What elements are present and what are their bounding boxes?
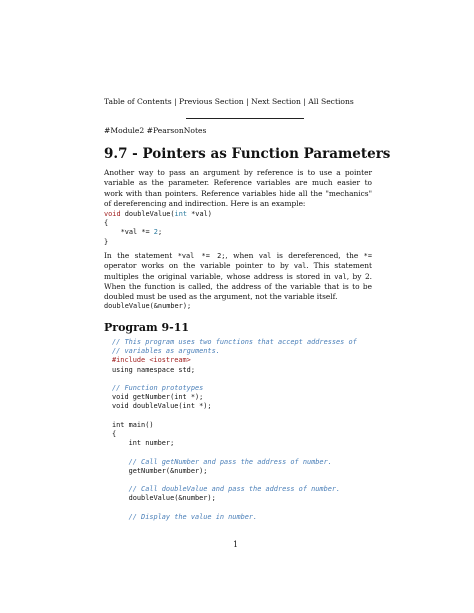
code-line: doubleValue(&number); bbox=[112, 494, 216, 503]
nav-separator: | bbox=[243, 97, 252, 106]
horizontal-divider bbox=[186, 118, 304, 119]
text-run: . This statement multiples the original variable, whose address is stored in bbox=[104, 261, 372, 281]
call-example-line: doubleValue(&number); bbox=[104, 302, 192, 310]
program-heading: Program 9-11 bbox=[104, 321, 190, 334]
code-line: using namespace std; bbox=[112, 365, 195, 374]
nav-separator: | bbox=[300, 97, 309, 106]
explanation-paragraph bbox=[104, 251, 372, 302]
code-number: 2 bbox=[153, 228, 158, 237]
code-comment: // Call getNumber and pass the address of number. bbox=[112, 457, 332, 466]
code-keyword: void bbox=[104, 210, 121, 218]
text-run: In the statement bbox=[104, 251, 178, 260]
inline-code: val bbox=[258, 252, 272, 260]
text-run: , when bbox=[225, 251, 259, 260]
inline-code: *val *= 2; bbox=[177, 252, 226, 260]
code-example-double-value bbox=[104, 210, 212, 247]
tag-line: #Module2 #PearsonNotes bbox=[104, 126, 207, 135]
nav-separator: | bbox=[171, 97, 180, 106]
section-navigation bbox=[104, 97, 354, 106]
next-section-link[interactable]: Next Section bbox=[251, 97, 301, 106]
inline-code: val bbox=[334, 272, 347, 281]
code-comment: // variables as arguments. bbox=[112, 347, 220, 356]
code-line: int number; bbox=[112, 439, 175, 448]
code-line: void doubleValue(int *); bbox=[112, 402, 212, 411]
toc-link[interactable]: Table of Contents bbox=[104, 97, 172, 106]
code-text: *val) bbox=[187, 210, 212, 218]
text-run: , by 2. When the function is called, the address of the variable that is to be doubled must be used as the argument, not the variable itself. bbox=[104, 271, 372, 302]
code-preprocessor: #include <iostream> bbox=[112, 356, 191, 365]
code-brace: { bbox=[112, 430, 117, 439]
code-text: *val *= bbox=[104, 228, 154, 237]
code-comment: // Display the value in number. bbox=[112, 512, 258, 521]
code-type: int bbox=[174, 210, 187, 218]
code-line: getNumber(&number); bbox=[112, 466, 208, 475]
code-line: void getNumber(int *); bbox=[112, 393, 204, 402]
intro-paragraph: Another way to pass an argument by reference is to use a pointer variable as the parameter. Reference variables are much easier to work with than pointers. Reference variables hide all the "mechanics" of dereferencing and indirection. Here is an example: bbox=[104, 168, 372, 208]
inline-code: val bbox=[293, 262, 307, 271]
inline-code: *= bbox=[363, 252, 372, 260]
code-brace: { bbox=[104, 219, 109, 228]
program-listing bbox=[112, 338, 357, 522]
code-comment: // Function prototypes bbox=[112, 384, 204, 393]
section-title: 9.7 - Pointers as Function Parameters bbox=[104, 146, 391, 162]
text-run: is dereferenced, the bbox=[271, 251, 364, 260]
text-run: operator works on the variable pointer to by bbox=[104, 261, 294, 271]
code-comment: // This program uses two functions that accept addresses of bbox=[112, 338, 357, 346]
all-sections-link[interactable]: All Sections bbox=[308, 97, 354, 106]
previous-section-link[interactable]: Previous Section bbox=[179, 97, 244, 106]
code-brace: } bbox=[104, 237, 109, 246]
code-text: doubleValue( bbox=[120, 210, 175, 218]
code-comment: // Call doubleValue and pass the address of number. bbox=[112, 485, 341, 494]
code-line: int main() bbox=[112, 420, 154, 429]
code-text: ; bbox=[157, 228, 163, 237]
page-number: 1 bbox=[233, 540, 239, 549]
